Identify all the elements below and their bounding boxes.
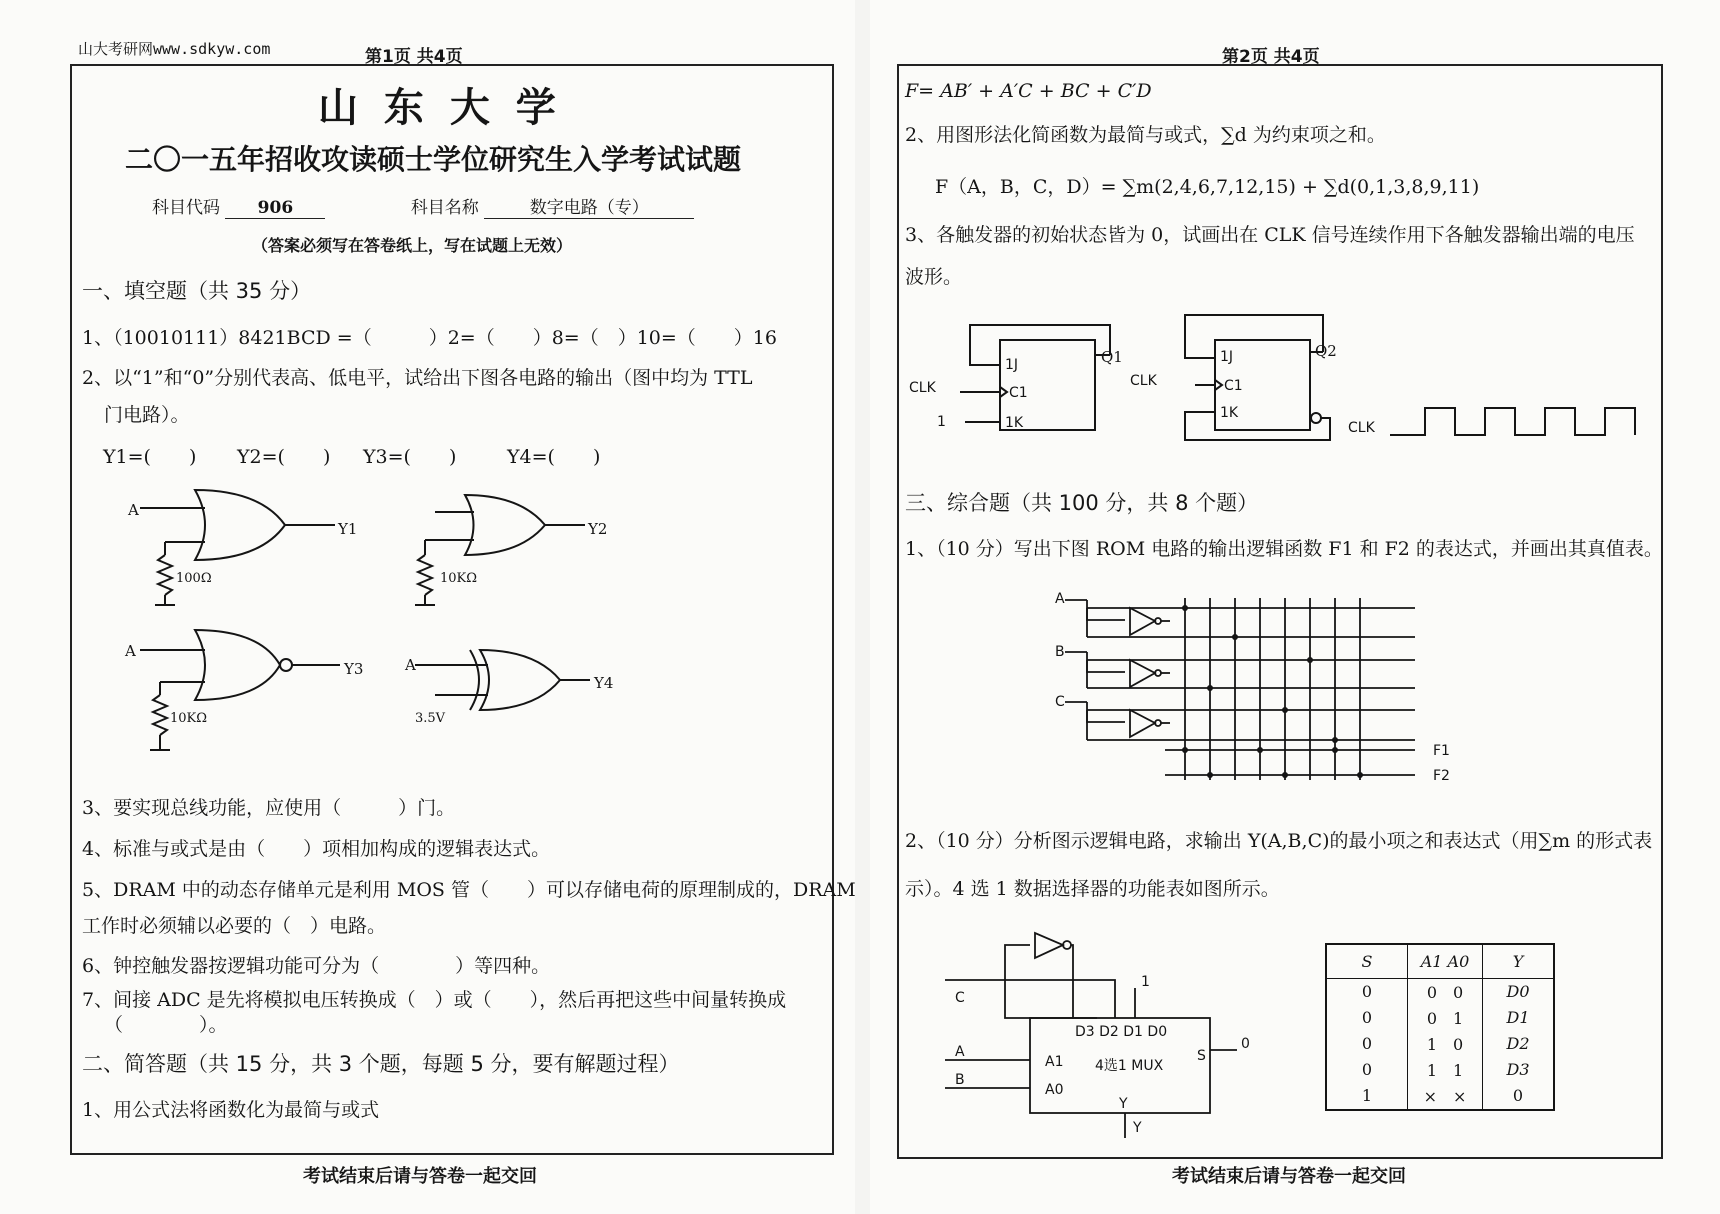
- table-cell: 0: [1326, 1004, 1408, 1030]
- table-cell: D0: [1506, 981, 1530, 1001]
- formula-f: F= AB′ + A′C + BC + C′D: [905, 80, 1152, 102]
- mux-zero: 0: [1241, 1036, 1250, 1052]
- table-row: [1326, 1056, 1554, 1082]
- gate-a1: A: [128, 501, 139, 519]
- mux-a1: A1: [1045, 1054, 1064, 1070]
- subject-code: 906: [225, 198, 325, 219]
- table-cell: 0: [1326, 978, 1408, 1004]
- gate-y4: Y4: [594, 674, 614, 692]
- left-footer: 考试结束后请与答卷一起交回: [303, 1166, 537, 1187]
- header-a: A1 A0: [1408, 944, 1483, 978]
- gate-r2: 10KΩ: [440, 571, 478, 586]
- gate-a4: A: [405, 656, 416, 674]
- rom-circuit: [1045, 590, 1450, 800]
- ff2-k: 1K: [1220, 405, 1239, 421]
- ff1-clk: CLK: [909, 380, 936, 396]
- gate-v: 3.5V: [415, 711, 446, 726]
- table-cell: 1 1: [1408, 1056, 1483, 1082]
- table-cell: 0: [1326, 1030, 1408, 1056]
- question-3: 3、要实现总线功能，应使用（ ）门。: [82, 797, 456, 819]
- section3-title: 三、综合题（共 100 分，共 8 个题）: [905, 491, 1259, 515]
- mux-name: 4选1 MUX: [1095, 1058, 1164, 1074]
- short-question-2: 2、用图形法化简函数为最简与或式，∑d 为约束项之和。: [905, 124, 1386, 146]
- comprehensive-question-2-line1: 2、（10 分）分析图示逻辑电路，求输出 Y(A,B,C)的最小项之和表达式（用∑m 的形式表: [905, 830, 1653, 852]
- ff1-j: 1J: [1005, 357, 1019, 373]
- exam-title: 二〇一五年招收攻读硕士学位研究生入学考试试题: [125, 143, 742, 176]
- section1-title: 一、填空题（共 35 分）: [82, 279, 312, 303]
- watermark: 山大考研网www.sdkyw.com: [78, 40, 271, 58]
- short-question-1: 1、用公式法将函数化为最简与或式: [82, 1099, 380, 1121]
- mux-y: Y: [1119, 1096, 1128, 1112]
- table-cell: D3: [1506, 1059, 1530, 1079]
- rom-f2: F2: [1433, 768, 1450, 784]
- y1-answer: Y1=( ): [103, 446, 197, 468]
- rom-a: A: [1055, 591, 1065, 607]
- table-cell: 1 0: [1408, 1030, 1483, 1056]
- mux-b: B: [955, 1072, 965, 1088]
- ff1-q: Q1: [1101, 348, 1123, 366]
- table-cell: 0: [1512, 1086, 1524, 1105]
- comprehensive-question-1: 1、（10 分）写出下图 ROM 电路的输出逻辑函数 F1 和 F2 的表达式，并画出其真值表。: [905, 538, 1663, 560]
- short-question-3-line1: 3、各触发器的初始状态皆为 0，试画出在 CLK 信号连续作用下各触发器输出端的电压: [905, 224, 1635, 246]
- question-5-line1: 5、DRAM 中的动态存储单元是利用 MOS 管（ ）可以存储电荷的原理制成的，DRAM: [82, 879, 856, 901]
- question-4: 4、标准与或式是由（ ）项相加构成的逻辑表达式。: [82, 838, 551, 860]
- mux-c: C: [955, 990, 965, 1006]
- question-2-line2: 门电路）。: [104, 404, 190, 426]
- gate-y1: Y1: [338, 520, 358, 538]
- table-cell: D2: [1506, 1033, 1530, 1053]
- ff2-q: Q2: [1315, 342, 1337, 360]
- notice: （答案必须写在答卷纸上，写在试题上无效）: [252, 236, 573, 255]
- wave-clk: CLK: [1348, 420, 1375, 436]
- table-row: [1326, 1004, 1554, 1030]
- mux-a: A: [955, 1044, 965, 1060]
- question-7-line1: 7、间接 ADC 是先将模拟电压转换成（ ）或（ ），然后再把这些中间量转换成: [82, 989, 787, 1011]
- rom-c: C: [1055, 694, 1065, 710]
- short-question-2-formula: F（A，B，C，D）= ∑m(2,4,6,7,12,15) + ∑d(0,1,3,8,9,11): [935, 176, 1480, 198]
- table-cell: 1: [1326, 1082, 1408, 1110]
- table-cell: × ×: [1408, 1082, 1483, 1110]
- subject-name: 数字电路（专）: [484, 193, 694, 219]
- rom-f1: F1: [1433, 743, 1450, 759]
- header-s: S: [1326, 944, 1408, 978]
- question-1: 1、（10010111）8421BCD =（ ）2=（ ）8=（ ）10=（ ）16: [82, 327, 777, 349]
- y2-answer: Y2=( ): [237, 446, 331, 468]
- gate-y2: Y2: [588, 520, 608, 538]
- ff2-clk: CLK: [1130, 373, 1157, 389]
- subject-line: [152, 193, 694, 219]
- table-row: [1326, 1082, 1554, 1110]
- table-row: [1326, 978, 1554, 1004]
- header-y: Y: [1512, 951, 1524, 971]
- table-cell: 0 1: [1408, 1004, 1483, 1030]
- mux-circuit: [945, 930, 1265, 1140]
- ff1-one: 1: [937, 414, 946, 430]
- ff2-c: C1: [1224, 378, 1243, 394]
- table-header: [1326, 944, 1554, 978]
- ff2-j: 1J: [1220, 349, 1234, 365]
- gate-r1: 100Ω: [176, 571, 212, 586]
- table-row: [1326, 1030, 1554, 1056]
- section2-title: 二、简答题（共 15 分，共 3 个题，每题 5 分，要有解题过程）: [82, 1052, 680, 1076]
- question-7-line2: （ ）。: [104, 1014, 228, 1036]
- table-cell: 0 0: [1408, 978, 1483, 1004]
- right-page-number: 第2页 共4页: [1222, 47, 1320, 67]
- question-6: 6、钟控触发器按逻辑功能可分为（ ）等四种。: [82, 955, 551, 977]
- question-5-line2: 工作时必须辅以必要的（ ）电路。: [82, 915, 387, 937]
- gate-circuits: [110, 470, 650, 770]
- mux-s: S: [1197, 1048, 1206, 1064]
- gate-r3: 10KΩ: [170, 711, 208, 726]
- flipflop-circuits: [905, 300, 1645, 460]
- right-footer: 考试结束后请与答卷一起交回: [1172, 1166, 1406, 1187]
- gate-a3: A: [125, 642, 136, 660]
- y4-answer: Y4=( ): [507, 446, 601, 468]
- ff1-c: C1: [1009, 385, 1028, 401]
- rom-b: B: [1055, 644, 1065, 660]
- mux-function-table: [1325, 943, 1555, 1111]
- ff1-k: 1K: [1005, 415, 1024, 431]
- table-cell: D1: [1506, 1007, 1530, 1027]
- short-question-3-line2: 波形。: [905, 266, 963, 288]
- question-2-line1: 2、以“1”和“0”分别代表高、低电平，试给出下图各电路的输出（图中均为 TTL: [82, 367, 753, 389]
- subject-code-label: 科目代码: [152, 198, 220, 218]
- mux-y-out: Y: [1133, 1120, 1142, 1136]
- subject-name-label: 科目名称: [410, 198, 479, 218]
- mux-a0: A0: [1045, 1082, 1064, 1098]
- mux-data-inputs: D3 D2 D1 D0: [1075, 1024, 1168, 1040]
- y3-answer: Y3=( ): [363, 446, 457, 468]
- table-cell: 0: [1326, 1056, 1408, 1082]
- university-title: 山 东 大 学: [318, 84, 562, 131]
- left-page-number: 第1页 共4页: [365, 47, 463, 67]
- mux-one: 1: [1141, 974, 1150, 990]
- gate-y3: Y3: [344, 660, 364, 678]
- comprehensive-question-2-line2: 示）。4 选 1 数据选择器的功能表如图所示。: [905, 878, 1280, 900]
